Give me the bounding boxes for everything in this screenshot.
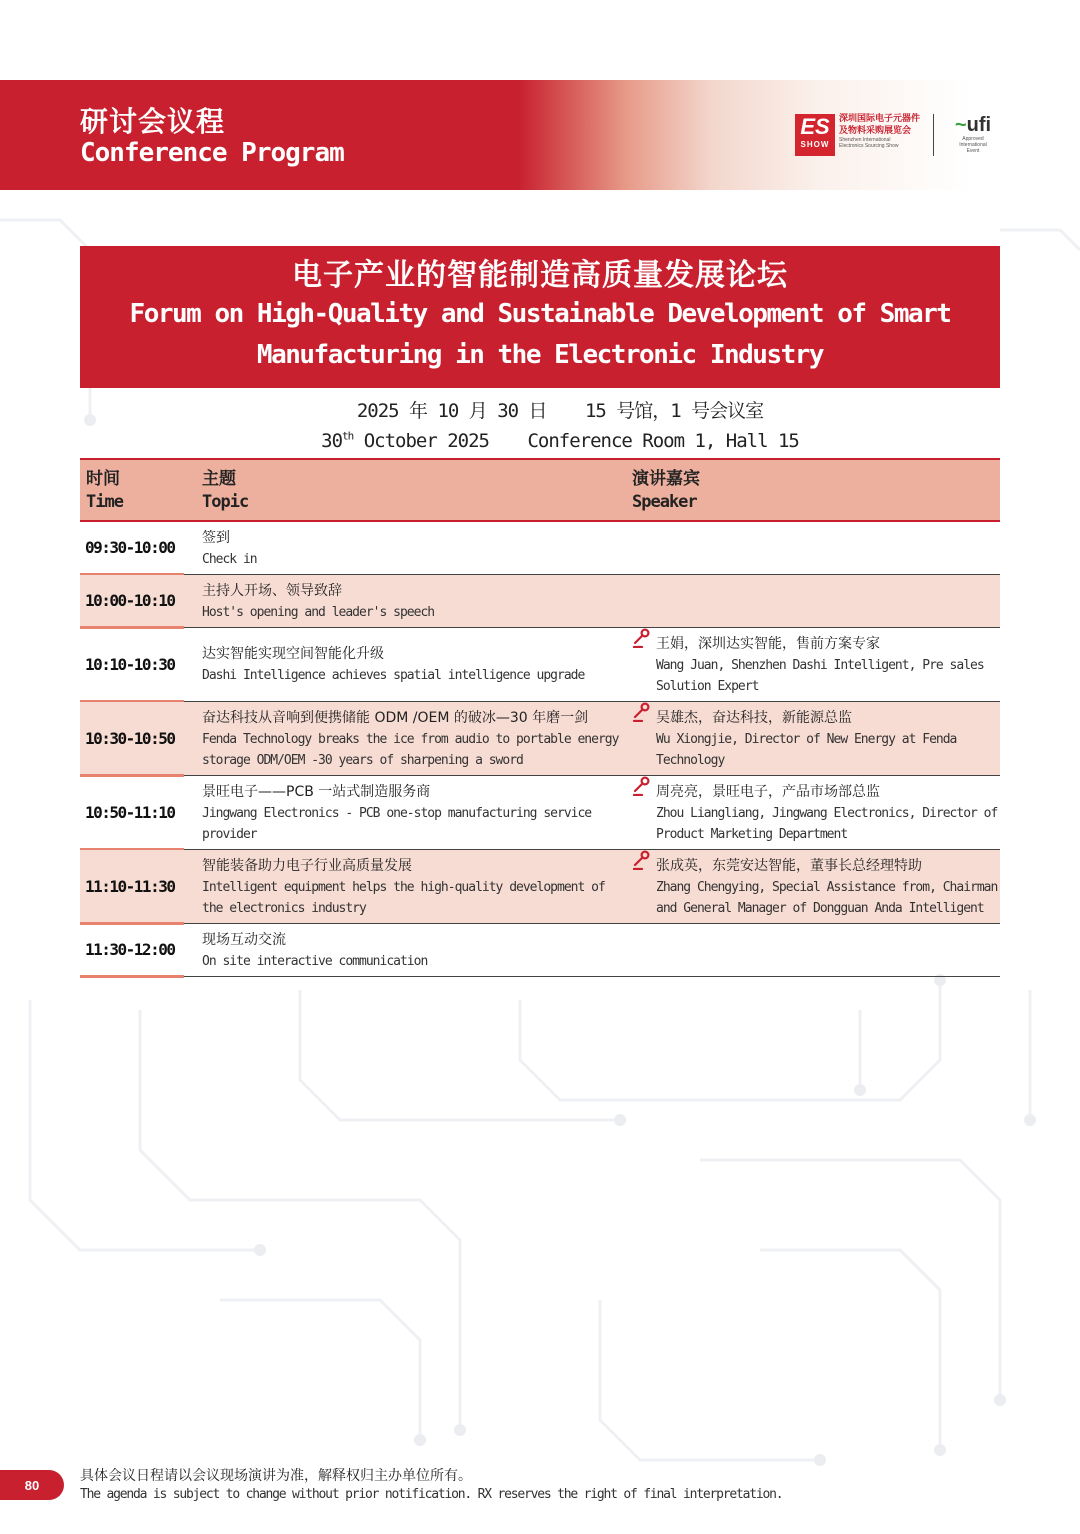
header-topic: [202, 468, 248, 514]
row-speaker: [632, 850, 1000, 923]
row-speaker-en: Wu Xiongjie, Director of New Energy at Fenda Technology: [656, 731, 957, 768]
ufi-sub-2: International: [959, 142, 987, 148]
es-wordmark-cn-2: 及物料采购展览会: [839, 126, 912, 136]
row-topic-cn: 签到: [202, 529, 230, 546]
row-speaker-cn: 张成英，东莞安达智能，董事长总经理特助: [656, 857, 922, 874]
row-topic-cn: 奋达科技从音响到便携储能 ODM /OEM 的破冰—30 年磨一剑: [202, 709, 589, 726]
microphone-icon: [632, 850, 652, 870]
row-speaker: [632, 776, 1000, 849]
ufi-sub-1: Approved: [962, 136, 984, 142]
row-time: 10:30-10:50: [80, 702, 184, 777]
forum-title-cn: 电子产业的智能制造高质量发展论坛: [292, 258, 788, 293]
header-time: [86, 468, 123, 514]
row-topic-cn: 主持人开场、领导致辞: [202, 582, 342, 599]
row-topic: [202, 522, 622, 574]
es-wordmark-cn-1: 深圳国际电子元器件: [839, 114, 921, 124]
forum-title-en-2: Manufacturing in the Electronic Industry: [256, 340, 824, 370]
event-info: [80, 398, 1040, 454]
row-speaker-cn: 王娟，深圳达实智能，售前方案专家: [656, 635, 880, 652]
row-topic-en: Intelligent equipment helps the high-quality development of the electronics industry: [202, 879, 605, 916]
row-topic: [202, 776, 622, 849]
header-speaker: [632, 468, 700, 514]
footer-note-en: The agenda is subject to change without prior notification. RX reserves the right of final interpretation.: [80, 1487, 783, 1502]
page-title-cn: 研讨会议程: [80, 105, 226, 138]
table-row: [80, 575, 1000, 628]
row-time: 09:30-10:00: [80, 522, 184, 576]
row-topic: [202, 575, 622, 627]
row-time: 11:10-11:30: [80, 850, 184, 925]
table-row: [80, 522, 1000, 575]
row-topic-cn: 现场互动交流: [202, 931, 286, 948]
ufi-mark-text: ufi: [966, 114, 992, 136]
row-speaker: [632, 702, 1000, 775]
es-show-wordmark: [839, 113, 929, 149]
header-topic-cn: 主题: [202, 469, 236, 489]
event-date-rest: October 2025: [353, 430, 489, 453]
row-speaker-cn: 吴雄杰，奋达科技，新能源总监: [656, 709, 852, 726]
row-topic: [202, 628, 622, 701]
page-title-en: Conference Program: [80, 138, 344, 168]
table-row: [80, 924, 1000, 977]
header-topic-en: Topic: [202, 492, 249, 512]
row-topic: [202, 924, 622, 976]
sponsor-logos: [795, 112, 1005, 158]
row-time: 10:50-11:10: [80, 776, 184, 851]
row-time: 11:30-12:00: [80, 924, 184, 978]
row-topic-cn: 智能装备助力电子行业高质量发展: [202, 857, 412, 874]
row-topic-en: Dashi Intelligence achieves spatial intelligence upgrade: [202, 668, 585, 683]
row-topic: [202, 850, 622, 923]
table-header: [80, 458, 1000, 522]
es-wordmark-en-2: Electronics Sourcing Show: [839, 143, 899, 149]
table-row: [80, 776, 1000, 850]
es-logo-text: ES: [800, 114, 830, 139]
row-topic-en: Host's opening and leader's speech: [202, 604, 435, 620]
event-date-suffix: th: [342, 430, 354, 443]
header-time-cn: 时间: [86, 469, 120, 489]
header-banner: [0, 80, 1080, 190]
row-speaker-en: Zhou Liangliang, Jingwang Electronics, Director of Product Marketing Department: [656, 805, 998, 842]
ufi-logo: ~ufi Approved International Event: [943, 114, 1003, 154]
event-date-en: [321, 430, 489, 452]
event-date-cn: 2025 年 10 月 30 日: [356, 400, 547, 422]
table-row: [80, 702, 1000, 776]
row-topic-cn: 景旺电子——PCB 一站式制造服务商: [202, 783, 431, 800]
table-row: [80, 628, 1000, 702]
microphone-icon: [632, 776, 652, 796]
row-topic-cn: 达实智能实现空间智能化升级: [202, 646, 384, 662]
table-row: [80, 850, 1000, 924]
microphone-icon: [632, 628, 652, 648]
page-number: 80: [0, 1470, 64, 1500]
row-time: 10:00-10:10: [80, 575, 184, 629]
show-logo-text: SHOW: [800, 140, 830, 149]
row-speaker-en: Wang Juan, Shenzhen Dashi Intelligent, Pre sales Solution Expert: [656, 657, 984, 694]
forum-title-box: [80, 246, 1000, 388]
event-venue-cn: 15 号馆，1 号会议室: [584, 400, 764, 422]
ufi-sub-3: Event: [966, 148, 980, 154]
row-topic-en: Jingwang Electronics - PCB one-stop manufacturing service provider: [202, 805, 592, 842]
header-speaker-en: Speaker: [632, 492, 697, 512]
row-topic-en: On site interactive communication: [202, 953, 428, 969]
es-show-logo: [795, 114, 835, 156]
row-topic-en: Fenda Technology breaks the ice from audio to portable energy storage ODM/OEM -30 years of sharpening a sword: [202, 731, 619, 768]
row-speaker: [632, 628, 1000, 701]
event-venue-en: Conference Room 1, Hall 15: [527, 430, 799, 453]
es-wordmark-en-1: Shenzhen International: [839, 137, 891, 143]
forum-title-en-1: Forum on High-Quality and Sustainable Development of Smart: [129, 299, 951, 329]
event-date-day: 30: [321, 430, 343, 453]
row-speaker-cn: 周亮亮，景旺电子，产品市场部总监: [656, 783, 880, 800]
header-time-en: Time: [86, 492, 123, 512]
row-speaker-en: Zhang Chengying, Special Assistance from, Chairman and General Manager of Dongguan Anda Intelligent: [656, 879, 998, 916]
footer-note-cn: 具体会议日程请以会议现场演讲为准，解释权归主办单位所有。: [80, 1468, 472, 1484]
agenda-table: [80, 458, 1000, 977]
logo-divider: [933, 114, 934, 156]
microphone-icon: [632, 702, 652, 722]
row-time: 10:10-10:30: [80, 628, 184, 703]
row-topic-en: Check in: [202, 551, 257, 567]
header-speaker-cn: 演讲嘉宾: [632, 469, 700, 489]
row-topic: [202, 702, 622, 775]
